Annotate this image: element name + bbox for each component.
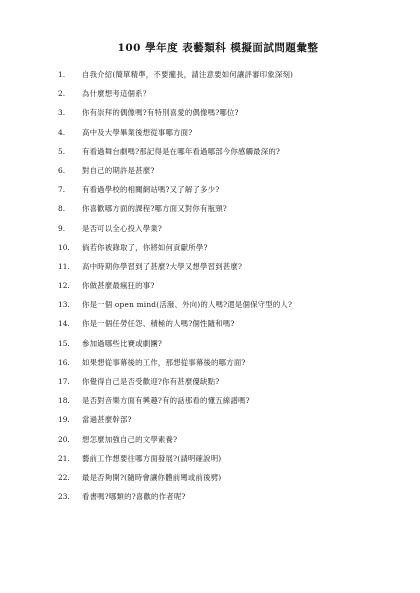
question-item — [58, 339, 380, 348]
question-number: 3. — [58, 108, 66, 118]
question-text: 高中時期你學習到了甚麼?大學又想學習到甚麼? — [82, 261, 243, 271]
question-item — [58, 204, 380, 213]
question-text: 你覺得自己是否受歡迎?你有甚麼優缺點? — [82, 377, 220, 386]
question-number: 11. — [58, 261, 70, 271]
question-text: 想怎麼加強自己的文學素養? — [82, 434, 178, 444]
question-text: 是否可以全心投入學業? — [82, 223, 163, 233]
question-item — [58, 319, 380, 328]
question-item — [58, 128, 380, 137]
question-number: 8. — [58, 204, 66, 214]
question-text: 對自己的期許是甚麼? — [82, 165, 155, 175]
question-item — [58, 492, 380, 501]
question-number: 16. — [58, 357, 70, 367]
question-number: 14. — [58, 319, 70, 329]
question-text: 看書嗎?哪類的?喜歡的作者呢? — [82, 492, 186, 502]
question-item — [58, 89, 380, 98]
question-item — [58, 224, 380, 233]
question-text: 有看過舞台劇嗎?那記得是在哪年看過哪部今你感觸最深的? — [82, 146, 281, 156]
question-number: 6. — [58, 165, 66, 175]
question-number: 2. — [58, 89, 66, 99]
question-number: 12. — [58, 281, 70, 291]
question-number: 1. — [58, 70, 66, 79]
question-number: 20. — [58, 434, 70, 444]
question-item — [58, 396, 380, 405]
question-text: 如果想從事幕後的工作，那想從事幕後的哪方面? — [82, 357, 246, 367]
question-text: 你喜歡哪方面的課程?哪方面又對你有瓶頸? — [82, 204, 227, 214]
question-number: 22. — [58, 472, 70, 482]
question-item — [58, 281, 380, 290]
question-item — [58, 358, 380, 367]
question-number: 21. — [58, 453, 70, 463]
question-number: 9. — [58, 223, 66, 233]
question-number: 23. — [58, 492, 70, 502]
question-number: 5. — [58, 146, 66, 156]
question-number: 7. — [58, 185, 66, 195]
question-item — [58, 435, 380, 444]
question-item — [58, 147, 380, 156]
question-list — [58, 70, 380, 501]
question-text: 倘若你被錄取了，你將如何貢獻所學? — [82, 242, 208, 252]
question-number: 15. — [58, 338, 70, 348]
question-text: 是否對音樂方面有興趣?有的話那看的懂五線譜嗎? — [82, 396, 250, 406]
question-item — [58, 166, 380, 175]
question-item — [58, 473, 380, 482]
question-item — [58, 300, 380, 309]
question-item — [58, 262, 380, 271]
question-text: 參加過哪些比賽或劇團? — [82, 338, 163, 348]
question-text: 你是一個 open mind(活潑、外向)的人嗎?還是個保守型的人? — [82, 300, 293, 310]
question-text: 你有崇拜的偶像嗎?有特別喜愛的偶像嗎?哪位? — [82, 108, 239, 118]
question-number: 4. — [58, 127, 66, 137]
question-number: 17. — [58, 377, 70, 386]
document-title: 100 學年度 表藝類科 模擬面試問題彙整 — [117, 42, 319, 54]
question-number: 10. — [58, 242, 70, 252]
question-text: 高中及大學畢業後想從事哪方面? — [82, 127, 193, 137]
question-text: 有看過學校的相關網站嗎?又了解了多少? — [82, 185, 220, 195]
question-number: 19. — [58, 415, 70, 425]
question-item — [58, 108, 380, 117]
question-text: 你是一個任勞任怨、積極的人嗎?個性隨和嗎? — [82, 319, 235, 329]
question-item — [58, 377, 380, 386]
question-item — [58, 454, 380, 463]
question-number: 18. — [58, 396, 70, 406]
question-text: 為什麼想考這個系？ — [82, 89, 151, 99]
question-text: 自我介紹(簡單精準，不要攏長，請注意要如何讓評審印象深刻) — [82, 70, 294, 79]
question-item — [58, 70, 380, 79]
question-text: 藝前工作想要往哪方面發展?(請明確說明) — [82, 453, 222, 463]
question-text: 當過甚麼幹部? — [82, 415, 132, 425]
question-number: 13. — [58, 300, 70, 310]
question-item — [58, 243, 380, 252]
question-text: 最是否夠開?(隨時會讓你體前彎或前後劈) — [82, 472, 222, 482]
question-item — [58, 185, 380, 194]
question-text: 你做甚麼最瘋狂的事? — [82, 281, 155, 291]
question-item — [58, 415, 380, 424]
